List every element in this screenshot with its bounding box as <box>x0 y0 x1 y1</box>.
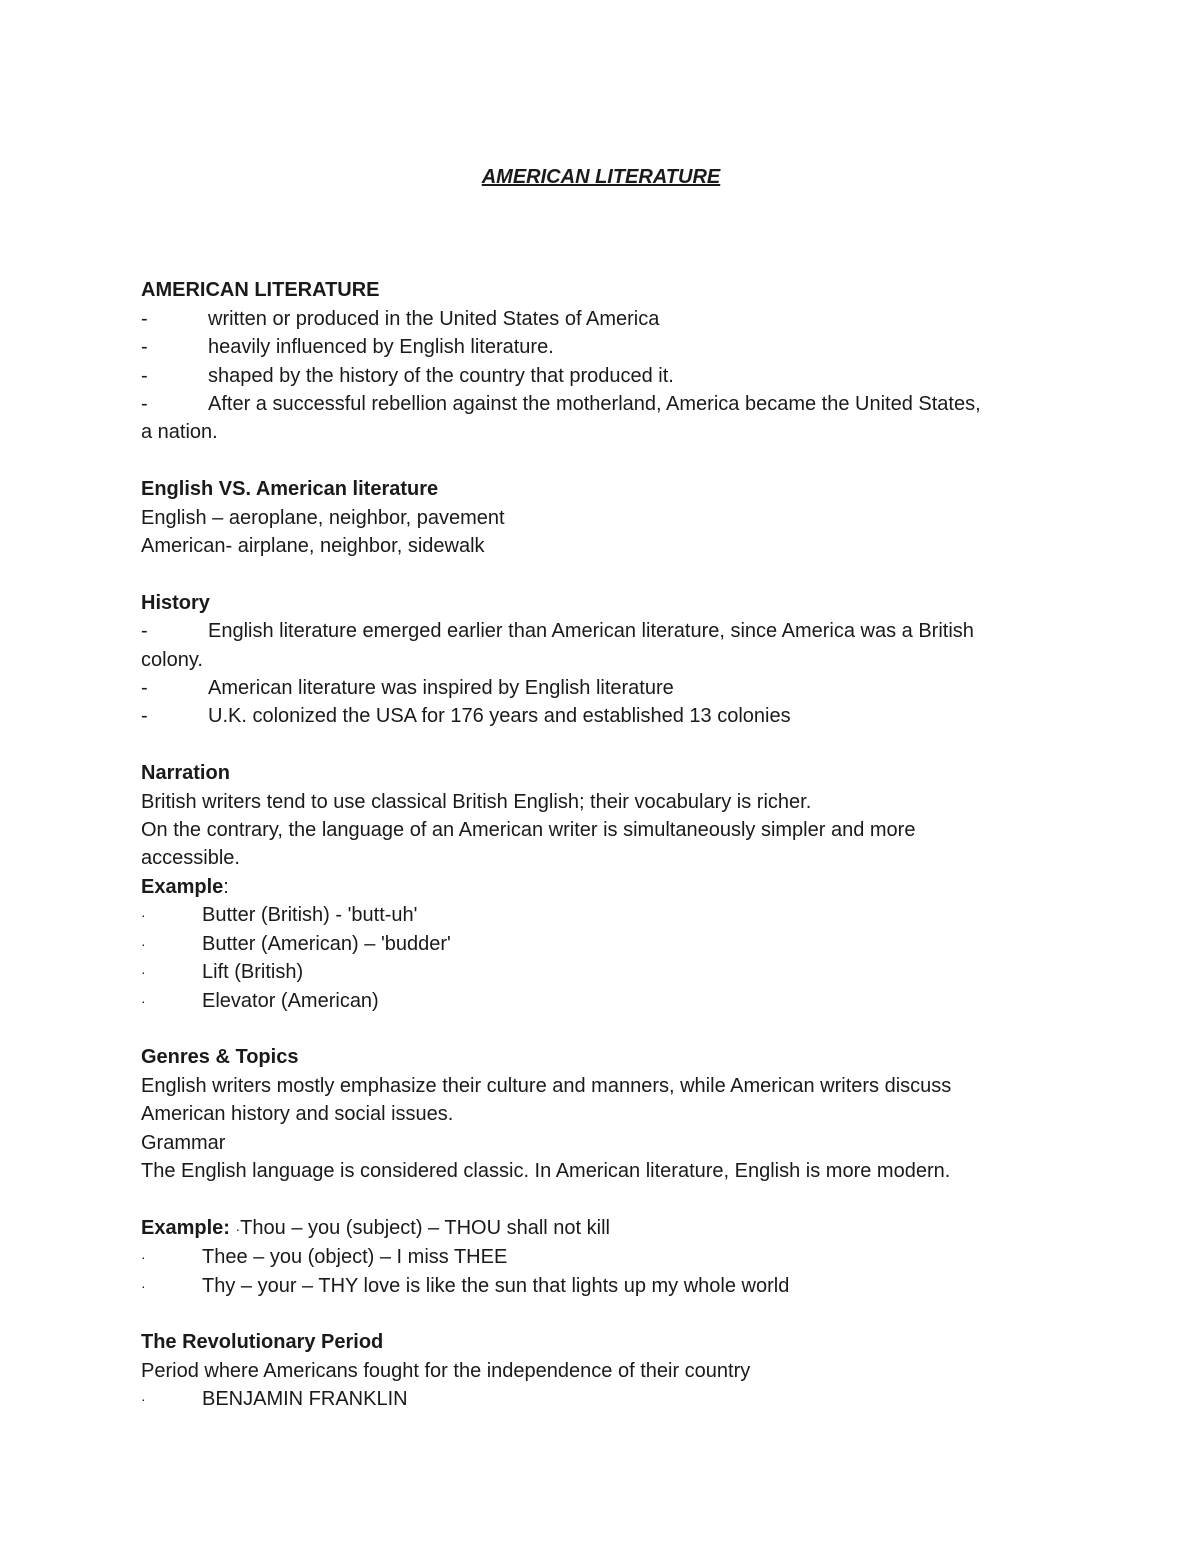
dash-marker: - <box>141 307 148 330</box>
list-item: · Butter (British) - 'butt-uh' <box>141 901 1061 929</box>
bullet-marker: · <box>141 1249 146 1266</box>
bullet-marker: · <box>141 1277 146 1294</box>
paragraph-line: British writers tend to use classical British English; their vocabulary is richer. <box>141 790 812 813</box>
list-item: - heavily influenced by English literature. <box>141 333 1061 361</box>
paragraph-line: accessible. <box>141 847 240 870</box>
subheading-grammar: Grammar <box>141 1131 226 1154</box>
paragraph-line: Period where Americans fought for the independence of their country <box>141 1359 751 1382</box>
example-label-line: Example: <box>141 875 229 898</box>
section-heading-american-literature: AMERICAN LITERATURE <box>141 279 380 302</box>
section-heading-genres-topics: Genres & Topics <box>141 1046 299 1069</box>
bullet-marker: · <box>141 1391 146 1408</box>
section-heading-narration: Narration <box>141 762 230 785</box>
list-item: - After a successful rebellion against the motherland, America became the United States, <box>141 390 1061 418</box>
paragraph-line: English writers mostly emphasize their culture and manners, while American writers discuss <box>141 1074 952 1097</box>
section-heading-english-vs-american: English VS. American literature <box>141 478 439 501</box>
list-item: - written or produced in the United States of America <box>141 305 1061 333</box>
example-line: Example: ·Thou – you (subject) – THOU shall not kill <box>141 1216 610 1239</box>
list-item: - English literature emerged earlier than American literature, since America was a British <box>141 617 1061 645</box>
list-item: · BENJAMIN FRANKLIN <box>141 1385 1061 1413</box>
bullet-marker: · <box>141 907 146 924</box>
list-item: · Thee – you (object) – I miss THEE <box>141 1243 1061 1271</box>
list-item-continuation: a nation. <box>141 421 218 444</box>
section-heading-revolutionary-period: The Revolutionary Period <box>141 1331 384 1354</box>
dash-marker: - <box>141 364 148 387</box>
example-label: Example <box>141 875 224 898</box>
section-heading-history: History <box>141 591 210 614</box>
paragraph-line: The English language is considered classic. In American literature, English is more modern. <box>141 1159 951 1182</box>
list-item-continuation: colony. <box>141 648 203 671</box>
document-title: AMERICAN LITERATURE <box>481 166 721 188</box>
list-item: · Thy – your – THY love is like the sun that lights up my whole world <box>141 1272 1061 1300</box>
bullet-marker: · <box>235 1220 241 1237</box>
list-item: - shaped by the history of the country that produced it. <box>141 362 1061 390</box>
paragraph-line: American- airplane, neighbor, sidewalk <box>141 535 485 558</box>
bullet-marker: · <box>141 935 146 952</box>
paragraph-line: English – aeroplane, neighbor, pavement <box>141 506 505 529</box>
bullet-marker: · <box>141 964 146 981</box>
list-item: - U.K. colonized the USA for 176 years and established 13 colonies <box>141 702 1061 730</box>
paragraph-line: On the contrary, the language of an American writer is simultaneously simpler and more <box>141 819 916 842</box>
example-label: Example: <box>141 1216 230 1239</box>
list-item: · Butter (American) – 'budder' <box>141 930 1061 958</box>
list-item: · Elevator (American) <box>141 987 1061 1015</box>
dash-marker: - <box>141 393 148 416</box>
list-item: - American literature was inspired by English literature <box>141 674 1061 702</box>
dash-marker: - <box>141 336 148 359</box>
dash-marker: - <box>141 677 148 700</box>
dash-marker: - <box>141 705 148 728</box>
dash-marker: - <box>141 620 148 643</box>
document-body <box>141 163 1061 1414</box>
paragraph-line: American history and social issues. <box>141 1103 454 1126</box>
list-item: · Lift (British) <box>141 958 1061 986</box>
bullet-marker: · <box>141 992 146 1009</box>
